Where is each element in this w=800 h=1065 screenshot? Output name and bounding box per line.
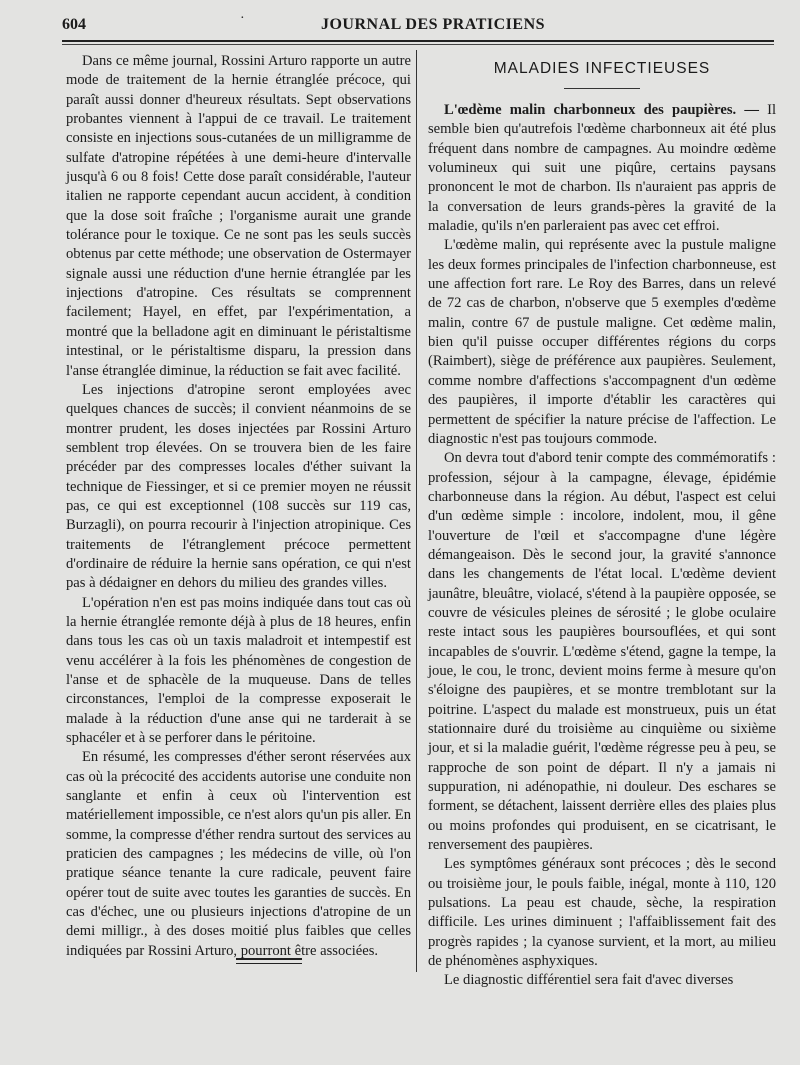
paragraph: Les injections d'atropine seront employées avec quelques chances de succès; il convient néanmoins de se montrer prudent, les doses injectées par Rossini Arturo semblent trop élevées. On se trouvera bien de les faire précéder par des compresses locales d'éther suivant la technique de Fiessinger, et si ce premier moyen ne réussit pas, ce qui est exceptionnel (108 succès sur 119 cas, Burzagli), on pourra recourir à l'injection atropinique. Ces traitements de l'étranglement précoce permettent d'ordinaire de réduire la hernie sans opération, ce qui n'est pas à dédaigner en dehors du milieu des grandes villes.: [66, 381, 411, 592]
paragraph: L'opération n'en est pas moins indiquée dans tout cas où la hernie étranglée remonte déjà à plus de 18 heures, enfin dans tous les cas où un taxis maladroit et intempestif est venu accélérer à la fois les phénomènes de congestion de l'anse et de sphacèle de la muqueuse. Dans de telles circonstances, l'emploi de la compresse exposerait le malade à la réduction d'une anse qui ne tarderait à se sphacéler et à se perforer dans le péritoine.: [66, 594, 411, 747]
article-lead-paragraph: [428, 101, 776, 236]
paragraph: Dans ce même journal, Rossini Arturo rapporte un autre mode de traitement de la hernie étranglée précoce, qui paraît aussi donner d'heureux résultats. Sept observations probantes viennent à l'appui de ce travail. Le traitement consiste en injections sous-cutanées de un milligramme de sulfate d'atropine répétées à une demi-heure d'intervalle jusqu'à 6 ou 8 fois! Cette dose paraît considérable, l'auteur italien ne rapporte cependant aucun accident, à condition que la dose soit fraîche ; l'organisme aurait une grande tolérance pour le toxique. Ce ne sont pas les seuls succès obtenus par cette méthode; une observation de Ostermayer signale aussi une réduction d'une hernie étranglée par les injections d'atropine. Ces résultats se comprennent facilement; Hayel, en effet, par l'expérimentation, a montré que la belladone agit en diminuant le péristaltisme intestinal, or le péristaltisme disparu, la pression dans l'anse étranglée diminue, la réduction se fait avec facilité.: [66, 53, 411, 379]
paragraph: En résumé, les compresses d'éther seront réservées aux cas où la précocité des accidents autorise une conduite non sanglante et enfin à ceux où l'intervention est matériellement impossible, ce n'est alors qu'un pis aller. En somme, la compresse d'éther rendra surtout des services au praticien des campagnes ; les médecins de ville, où l'on pratique séance tenante la cure radicale, peuvent faire opérer tout de suite avec toutes les garanties de succès. En cas d'échec, une ou plusieurs injections d'atropine de un demi milligr., à des doses moitié plus faibles que celles indiquées par Rossini Arturo, pourront être associées.: [66, 749, 411, 959]
header-rule-thin: [62, 44, 774, 45]
article-end-rule: [236, 958, 302, 964]
page-header: [62, 12, 774, 38]
column-divider: [416, 50, 417, 972]
header-rule: [62, 40, 774, 42]
section-rule: [564, 88, 640, 89]
header-dot: ·: [240, 11, 245, 26]
article-lead: L'œdème malin charbonneux des paupières. —: [444, 102, 759, 118]
page-number: 604: [62, 16, 86, 33]
section-title: MALADIES INFECTIEUSES: [493, 60, 711, 77]
paragraph: Les symptômes généraux sont précoces ; dès le second ou troisième jour, le pouls faible, inégal, monte à 110, 120 pulsations. La peau est chaude, sèche, la respiration difficile. Les urines diminuent ; l'affaiblissement fait des progrès rapides ; la cyanose survient, et la mort, au milieu de phénomènes asphyxiques.: [428, 856, 776, 970]
paragraph: L'œdème malin, qui représente avec la pustule maligne les deux formes principales de l'infection charbonneuse, est une affection fort rare. Le Roy des Barres, dans un relevé de 72 cas de charbon, n'observe que 5 exemples d'œdème malin, contre 67 de pustule maligne. Cet œdème malin, bien qu'il puisse occuper différentes régions du corps (Raimbert), siège de préférence aux paupières. Seulement, comme nombre d'affections s'accompagnent d'un œdème des paupières, il importe d'établir les caractères qui permettent de spécifier la nature précise de l'affection. Le diagnostic n'est pas toujours commode.: [428, 237, 776, 447]
left-column: [66, 52, 411, 961]
journal-title: JOURNAL DES PRATICIENS: [320, 16, 546, 33]
right-column: [428, 58, 776, 991]
paragraph: On devra tout d'abord tenir compte des commémoratifs : profession, séjour à la campagne, élevage, épidémie charbonneuse dans la région. Au début, l'aspect est celui d'un œdème simple : incolore, indolent, mou, il gêne l'ouverture de l'œil et s'accompagne d'une légère démangeaison. Dès le second jour, la gravité s'annonce dans les changements de l'état local. L'œdème devient jaunâtre, bleuâtre, violacé, s'étend à la paupière opposée, se couvre de vésicules pleines de sérosité ; le globe oculaire reste intact sous les paupières boursouflées, et qui sont incapables de s'ouvrir. L'œdème s'étend, gagne la tempe, la joue, le cou, le tronc, devient moins ferme à mesure qu'on s'éloigne des paupières, et se montre tremblotant sur la poitrine. L'aspect du malade est monstrueux, puis un état stationnaire duré du troisième au cinquième ou sixième jour, et si la maladie guérit, l'œdème régresse peu à peu, se rapproche de son point de départ. Il n'y a jamais ni suppuration, ni adénopathie, ni douleur. Des eschares se forment, se détachent, laissent derrière elles des plaies plus ou moins profondes qui produisent, en se cicatrisant, le renversement des paupières.: [428, 450, 776, 854]
paragraph: Le diagnostic différentiel sera fait d'avec diverses: [444, 972, 734, 989]
paragraph-text: Il semble bien qu'autrefois l'œdème charbonneux ait été plus fréquent dans nombre de campagnes. Au moindre œdème volumineux qui suit une piqûre, certains paysans prononcent le mot de charbon. Ils n'auraient pas appris de la conversation de leurs grands-pères la gravité de la maladie, qu'ils n'en parleraient pas avec cet effroi.: [428, 102, 776, 235]
